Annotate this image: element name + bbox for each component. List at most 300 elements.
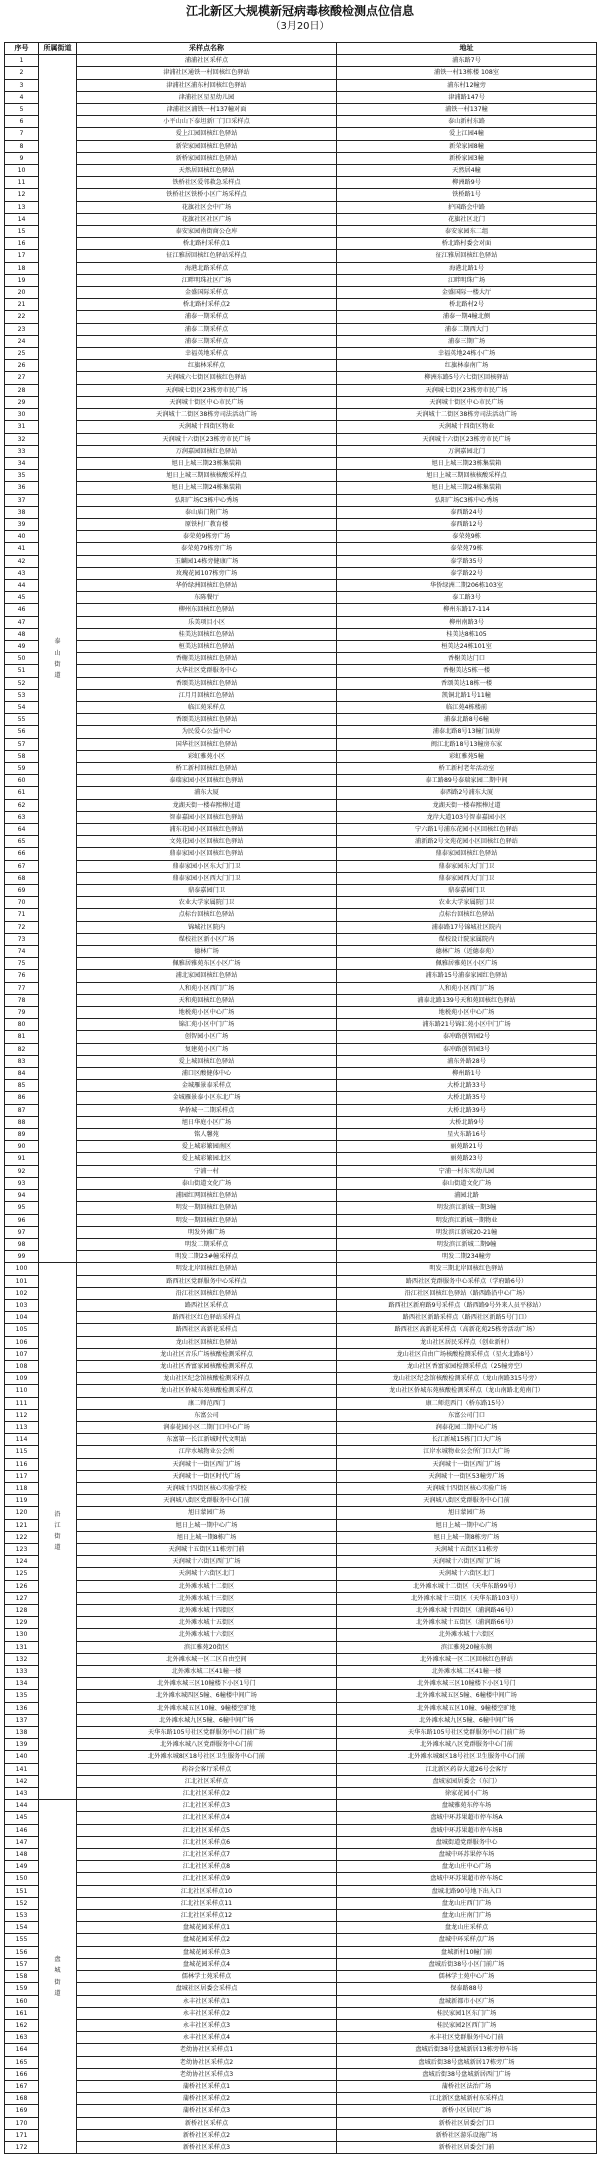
table-row: [5, 421, 597, 433]
table-row: [5, 1373, 597, 1385]
table-row: [5, 1641, 597, 1653]
table-row: [5, 1983, 597, 1995]
site-address: 江岸水城物业公会所门口大广场: [337, 1446, 597, 1458]
site-name: 路西社区高新花采样点: [77, 1324, 337, 1336]
site-name: 彩虹雅苑小区: [77, 750, 337, 762]
table-row: [5, 226, 597, 238]
site-name: 桂美达回核红色驿站: [77, 628, 337, 640]
table-row: [5, 1263, 597, 1275]
site-name: 浦东花园小区回核红色驿站: [77, 824, 337, 836]
site-name: 弘阳广场C3栋中心秀场: [77, 494, 337, 506]
row-number: 97: [5, 1226, 39, 1238]
site-address: 鼎泰家园东大门门卫: [337, 860, 597, 872]
row-number: 60: [5, 775, 39, 787]
row-number: 75: [5, 958, 39, 970]
table-row: [5, 67, 597, 79]
table-row: [5, 640, 597, 652]
site-name: 铭人馨苑: [77, 1129, 337, 1141]
table-row: [5, 1556, 597, 1568]
site-name: 北外滩水城一区二区自由空间: [77, 1653, 337, 1665]
table-row: [5, 1885, 597, 1897]
table-row: [5, 775, 597, 787]
site-name: 润泰花园小区二期门口中心广场: [77, 1421, 337, 1433]
row-number: 43: [5, 567, 39, 579]
row-number: 15: [5, 226, 39, 238]
site-name: 锦汇苑小区中门广场: [77, 1019, 337, 1031]
row-number: 58: [5, 750, 39, 762]
row-number: 117: [5, 1470, 39, 1482]
site-name: 鼎泰家园小区西大门门卫: [77, 872, 337, 884]
row-number: 38: [5, 506, 39, 518]
site-address: 明发二期234幢旁: [337, 1251, 597, 1263]
site-address: 临江苑4栋楼前: [337, 701, 597, 713]
row-number: 76: [5, 970, 39, 982]
row-number: 111: [5, 1397, 39, 1409]
row-number: 57: [5, 738, 39, 750]
row-number: 144: [5, 1800, 39, 1812]
street-char: 江: [54, 1522, 61, 1530]
table-row: [5, 1214, 597, 1226]
site-name: 天润城十一街区时代广场: [77, 1470, 337, 1482]
street-char: 道: [54, 671, 61, 679]
site-address: 北外滩水城九区5幢、6幢中间广场: [337, 1714, 597, 1726]
table-row: [5, 970, 597, 982]
site-name: 北外滩水城十二街区: [77, 1580, 337, 1592]
site-address: 龙岸大道103号智泰嘉园小区: [337, 811, 597, 823]
site-address: 桂民家园2区西门广场: [337, 2019, 597, 2031]
row-number: 81: [5, 1031, 39, 1043]
row-number: 171: [5, 2129, 39, 2141]
table-row: [5, 494, 597, 506]
row-number: 145: [5, 1812, 39, 1824]
site-address: 桂美达8栋105: [337, 628, 597, 640]
row-number: 16: [5, 238, 39, 250]
table-row: [5, 1897, 597, 1909]
site-name: 蒲桥社区采样点1: [77, 2080, 337, 2092]
site-name: 浦北家园回核红色驿站: [77, 970, 337, 982]
row-number: 98: [5, 1238, 39, 1250]
row-number: 36: [5, 482, 39, 494]
table-row: [5, 1226, 597, 1238]
site-address: 旭日上城三期23栋集装箱: [337, 457, 597, 469]
table-row: [5, 1922, 597, 1934]
site-address: 天华东路105号社区党群服务中心门前广场: [337, 1727, 597, 1739]
table-row: [5, 1849, 597, 1861]
row-number: 126: [5, 1580, 39, 1592]
site-address: 佩雅居雅苑区小区广场: [337, 958, 597, 970]
site-address: 新桥社区居委会门口: [337, 2117, 597, 2129]
table-row: [5, 1788, 597, 1800]
street-char: 山: [54, 649, 61, 657]
site-name: 金盛国际采样点: [77, 287, 337, 299]
site-address: 盘城中环采样点广场: [337, 1934, 597, 1946]
site-name: 江北社区采样点3: [77, 1800, 337, 1812]
site-name: 江北社区采样点7: [77, 1849, 337, 1861]
site-address: 路西社区新路采样点（路西社区新路5号门口）: [337, 1312, 597, 1324]
table-row: [5, 1873, 597, 1885]
table-row: [5, 1043, 597, 1055]
table-row: [5, 653, 597, 665]
row-number: 11: [5, 177, 39, 189]
document-title: 江北新区大规模新冠病毒核酸检测点位信息: [185, 4, 414, 18]
site-address: 爱上江园4幢: [337, 128, 597, 140]
site-name: 东富公司: [77, 1409, 337, 1421]
row-number: 170: [5, 2117, 39, 2129]
site-name: 龙山社区纪念馆核酸检测采样点: [77, 1373, 337, 1385]
site-name: 盘城花园采样点1: [77, 1922, 337, 1934]
site-address: 华侨绿洲二期206栋103室: [337, 579, 597, 591]
row-number: 82: [5, 1043, 39, 1055]
site-name: 江北社区采样点5: [77, 1824, 337, 1836]
row-number: 147: [5, 1836, 39, 1848]
table-row: [5, 1678, 597, 1690]
site-name: 津浦社区星星幼儿园: [77, 91, 337, 103]
row-number: 104: [5, 1312, 39, 1324]
site-name: 明发北岸回核红色驿站: [77, 1263, 337, 1275]
site-address: 桥工新村老年活动室: [337, 762, 597, 774]
site-address: 保泰路88号: [337, 1983, 597, 1995]
site-name: 旭日蒙园广场: [77, 1507, 337, 1519]
site-name: 东陈餐厅: [77, 592, 337, 604]
site-name: 智泰嘉园小区回核红色驿站: [77, 811, 337, 823]
table-row: [5, 982, 597, 994]
table-row: [5, 409, 597, 421]
site-name: 点标台回核红色驿站: [77, 909, 337, 921]
site-address: 沿江社区回核红色驿站（路西路沿中心广场）: [337, 1287, 597, 1299]
row-number: 65: [5, 836, 39, 848]
table-row: [5, 2019, 597, 2031]
site-name: 天润城十四街区核心实验学校: [77, 1482, 337, 1494]
site-address: 龙山社区侨城东苑核酸检测采样点（龙山南路北苑南门）: [337, 1385, 597, 1397]
site-name: 江北社区采样点12: [77, 1910, 337, 1922]
table-row: [5, 2141, 597, 2153]
table-row: [5, 1031, 597, 1043]
site-name: 儒林学士苑采样点: [77, 1971, 337, 1983]
row-number: 153: [5, 1910, 39, 1922]
table-row: [5, 1714, 597, 1726]
site-address: 浦泰路17号锦城社区院内: [337, 921, 597, 933]
table-row: [5, 299, 597, 311]
site-address: 浦泰二期西大门: [337, 323, 597, 335]
row-number: 63: [5, 811, 39, 823]
row-number: 14: [5, 213, 39, 225]
street-char: 盘: [54, 1956, 61, 1964]
table-row: [5, 372, 597, 384]
table-row: [5, 726, 597, 738]
table-row: [5, 2129, 597, 2141]
street-char: 道: [54, 1989, 61, 1997]
row-number: 108: [5, 1360, 39, 1372]
table-row: [5, 616, 597, 628]
table-row: [5, 787, 597, 799]
site-name: 泰山街道文化广场: [77, 1177, 337, 1189]
row-number: 19: [5, 274, 39, 286]
site-address: 盘龙山庄中心广场: [337, 1861, 597, 1873]
row-number: 101: [5, 1275, 39, 1287]
site-name: 爱上城彩繁园北区: [77, 1153, 337, 1165]
table-row: [5, 665, 597, 677]
table-row: [5, 348, 597, 360]
site-address: 护国路会中路: [337, 201, 597, 213]
table-row: [5, 262, 597, 274]
row-number: 50: [5, 653, 39, 665]
site-address: 盘龙山庄南门广场: [337, 1910, 597, 1922]
table-row: [5, 1434, 597, 1446]
row-number: 73: [5, 933, 39, 945]
table-row: [5, 714, 597, 726]
site-address: 万润嘉园北门: [337, 445, 597, 457]
site-name: 香颂美达回核红色驿站: [77, 714, 337, 726]
row-number: 24: [5, 335, 39, 347]
site-address: 浦新路2号文苑花园小区回核红色驿站: [337, 836, 597, 848]
site-address: 儒林学士苑中心广场: [337, 1971, 597, 1983]
site-name: 永丰社区采样点4: [77, 2032, 337, 2044]
site-address: 天润城八街区党群服务中心门前: [337, 1495, 597, 1507]
site-name: 江北社区采样点9: [77, 1873, 337, 1885]
row-number: 90: [5, 1141, 39, 1153]
table-row: [5, 1385, 597, 1397]
site-name: 盘城花园采样点3: [77, 1946, 337, 1958]
site-name: 泰荣苑79栋旁广场: [77, 543, 337, 555]
table-row: [5, 1360, 597, 1372]
site-address: 浦泰北路139号天和苑回核红色驿站: [337, 994, 597, 1006]
site-name: 江月月回核红色驿站: [77, 689, 337, 701]
site-name: 天润城八街区党群服务中心门前: [77, 1495, 337, 1507]
site-address: 泰荣苑9栋: [337, 531, 597, 543]
site-name: 天润城十六街区西门广场: [77, 1556, 337, 1568]
site-name: 德林广场: [77, 946, 337, 958]
row-number: 131: [5, 1641, 39, 1653]
site-name: 老幼协社区采样点3: [77, 2068, 337, 2080]
row-number: 169: [5, 2105, 39, 2117]
street-char: 街: [54, 1533, 61, 1541]
site-name: 天润城七街区23栋旁市民广场: [77, 384, 337, 396]
row-number: 68: [5, 872, 39, 884]
table-row: [5, 1910, 597, 1922]
site-name: 北外滩水城十三街区: [77, 1592, 337, 1604]
street-char: 街: [54, 660, 61, 668]
site-name: 创智园小区广场: [77, 1031, 337, 1043]
site-name: 柳州东回核红色驿站: [77, 604, 337, 616]
row-number: 52: [5, 677, 39, 689]
site-name: 天然居回核红色驿站: [77, 165, 337, 177]
site-name: 旭日上城三期23栋集装箱: [77, 457, 337, 469]
row-number: 110: [5, 1385, 39, 1397]
site-address: 盘城后街38号盘城新居13栋旁停车场: [337, 2044, 597, 2056]
row-number: 146: [5, 1824, 39, 1836]
site-name: 原铁村厂教育楼: [77, 518, 337, 530]
table-row: [5, 1092, 597, 1104]
site-name: 华侨城一二期采样点: [77, 1104, 337, 1116]
site-address: 泰西路2号浦东大厦: [337, 787, 597, 799]
table-row: [5, 628, 597, 640]
table-row: [5, 1312, 597, 1324]
site-name: 蒲桥社区采样点3: [77, 2105, 337, 2117]
site-address: 幸福英地24栋小广场: [337, 348, 597, 360]
table-row: [5, 579, 597, 591]
row-number: 86: [5, 1092, 39, 1104]
site-name: 天润城十六街区北门: [77, 1568, 337, 1580]
site-name: 北外滩水城八区党群服务中心门前: [77, 1739, 337, 1751]
site-address: 天润城十二街区38栋旁司法活动广场: [337, 409, 597, 421]
table-row: [5, 2068, 597, 2080]
row-number: 151: [5, 1885, 39, 1897]
table-row: [5, 1482, 597, 1494]
table-row: [5, 543, 597, 555]
table-row: [5, 946, 597, 958]
site-name: 龙山社区香富家园核酸检测采样点: [77, 1360, 337, 1372]
site-address: 旭日上城一期中心广场: [337, 1519, 597, 1531]
row-number: 77: [5, 982, 39, 994]
street-char: 道: [54, 1544, 61, 1552]
table-row: [5, 701, 597, 713]
site-address: 浦泰北路8号13幢门面房: [337, 726, 597, 738]
table-row: [5, 1177, 597, 1189]
table-row: [5, 470, 597, 482]
site-name: 北外滩水城十四街区: [77, 1605, 337, 1617]
row-number: 121: [5, 1519, 39, 1531]
row-number: 109: [5, 1373, 39, 1385]
site-name: 浦泰三期采样点: [77, 335, 337, 347]
table-row: [5, 1165, 597, 1177]
row-number: 165: [5, 2056, 39, 2068]
table-row: [5, 958, 597, 970]
site-address: 泰荣苑79栋: [337, 543, 597, 555]
site-address: 旭日上城三期24栋集装箱: [337, 482, 597, 494]
row-number: 3: [5, 79, 39, 91]
row-number: 102: [5, 1287, 39, 1299]
site-name: 华侨绿洲回核红色驿站: [77, 579, 337, 591]
table-row: [5, 1605, 597, 1617]
row-number: 1: [5, 55, 39, 67]
row-number: 115: [5, 1446, 39, 1458]
site-address: 盘龙山庄西门广场: [337, 1897, 597, 1909]
site-address: 盘城中环苏果超市停车场A: [337, 1812, 597, 1824]
site-name: 北外滩水城五区10幢、9幢楼空旷地: [77, 1702, 337, 1714]
site-name: 盘城花园采样点2: [77, 1934, 337, 1946]
row-number: 10: [5, 165, 39, 177]
site-address: 龙湖天街一楼春熙棒过道: [337, 799, 597, 811]
site-name: 浦口区酸健体中心: [77, 1068, 337, 1080]
table-row: [5, 1861, 597, 1873]
table-row: [5, 2044, 597, 2056]
site-address: 凯铜北路1号11幢: [337, 689, 597, 701]
row-number: 87: [5, 1104, 39, 1116]
row-number: 46: [5, 604, 39, 616]
table-row: [5, 885, 597, 897]
table-row: [5, 55, 597, 67]
table-row: [5, 1958, 597, 1970]
site-address: 泰山新村东路: [337, 116, 597, 128]
table-row: [5, 1299, 597, 1311]
site-address: 天润城十四街区物业: [337, 421, 597, 433]
table-row: [5, 165, 597, 177]
row-number: 45: [5, 592, 39, 604]
site-address: 盘城新村10幢门前: [337, 1946, 597, 1958]
site-address: 桥北路村委会对面: [337, 238, 597, 250]
table-row: [5, 287, 597, 299]
site-address: 人和苑小区西门广场: [337, 982, 597, 994]
street-cell: [39, 1263, 77, 1800]
site-name: 爱上江园回核红色驿站: [77, 128, 337, 140]
site-name: 江北社区采样点4: [77, 1812, 337, 1824]
site-address: 柳州东路17-114: [337, 604, 597, 616]
site-name: 新桥社区采样点: [77, 2117, 337, 2129]
site-name: 永丰社区采样点1: [77, 1995, 337, 2007]
site-name: 铁桥社区爱邻救急采样点: [77, 177, 337, 189]
row-number: 8: [5, 140, 39, 152]
site-name: 爱上城回核红色驿站: [77, 1055, 337, 1067]
site-address: 金盛国际一楼大厅: [337, 287, 597, 299]
site-name: 天和苑回核红色驿站: [77, 994, 337, 1006]
site-address: 征江雅居回核红色驿站: [337, 250, 597, 262]
row-number: 135: [5, 1690, 39, 1702]
site-name: 永丰社区采样点3: [77, 2019, 337, 2031]
site-name: 天润城十六街区23栋旁市民广场: [77, 433, 337, 445]
site-name: 天润城十街区中心市民广场: [77, 396, 337, 408]
site-name: 泰山庙门附广场: [77, 506, 337, 518]
site-name: 旭日上城一期8栋广场: [77, 1531, 337, 1543]
site-address: 花旗社区北门: [337, 213, 597, 225]
row-number: 148: [5, 1849, 39, 1861]
row-number: 141: [5, 1763, 39, 1775]
table-row: [5, 1397, 597, 1409]
table-row: [5, 2105, 597, 2117]
row-number: 99: [5, 1251, 39, 1263]
row-number: 5: [5, 104, 39, 116]
site-name: 江北社区采样点: [77, 1775, 337, 1787]
table-row: [5, 1971, 597, 1983]
site-name: 滨江雅苑20街区: [77, 1641, 337, 1653]
table-row: [5, 933, 597, 945]
site-address: 北外滩水城五区5幢、6幢楼中间广场: [337, 1690, 597, 1702]
table-row: [5, 994, 597, 1006]
row-number: 21: [5, 299, 39, 311]
header-street: 所属街道: [39, 43, 77, 55]
site-address: 浦铁一村13栋楼 108室: [337, 67, 597, 79]
site-name: 旭日上城三期回核核酸采样点: [77, 470, 337, 482]
table-row: [5, 1580, 597, 1592]
site-name: 浦园红网回核红色驿站: [77, 1190, 337, 1202]
table-row: [5, 1617, 597, 1629]
row-number: 9: [5, 152, 39, 164]
row-number: 64: [5, 824, 39, 836]
site-address: 大桥北路39号: [337, 1104, 597, 1116]
site-address: 泰工路89号泰瑞家园二期中间: [337, 775, 597, 787]
site-name: 宁浦一村: [77, 1165, 337, 1177]
site-name: 北外滩水城十五街区: [77, 1617, 337, 1629]
table-row: [5, 1068, 597, 1080]
site-address: 旭日蒙园广场: [337, 1507, 597, 1519]
table-row: [5, 872, 597, 884]
table-row: [5, 1421, 597, 1433]
site-address: 盘城新都市小区广场: [337, 1995, 597, 2007]
table-row: [5, 360, 597, 372]
site-name: 江北社区采样点8: [77, 1861, 337, 1873]
site-name: 佩雅居雅苑东区小区广场: [77, 958, 337, 970]
site-name: 泰荣苑9栋旁广场: [77, 531, 337, 543]
street-char: 沿: [54, 1510, 61, 1518]
row-number: 132: [5, 1653, 39, 1665]
row-number: 33: [5, 445, 39, 457]
site-address: 明发滨江新城二期9幢: [337, 1238, 597, 1250]
row-number: 172: [5, 2141, 39, 2153]
site-address: 宁浦一村东实幼儿园: [337, 1165, 597, 1177]
site-address: 泰安家园东二组: [337, 226, 597, 238]
site-address: 浦园北路: [337, 1190, 597, 1202]
site-name: 红旗林采样点: [77, 360, 337, 372]
site-address: 北外滩水城十三街区（天华东路103号）: [337, 1592, 597, 1604]
